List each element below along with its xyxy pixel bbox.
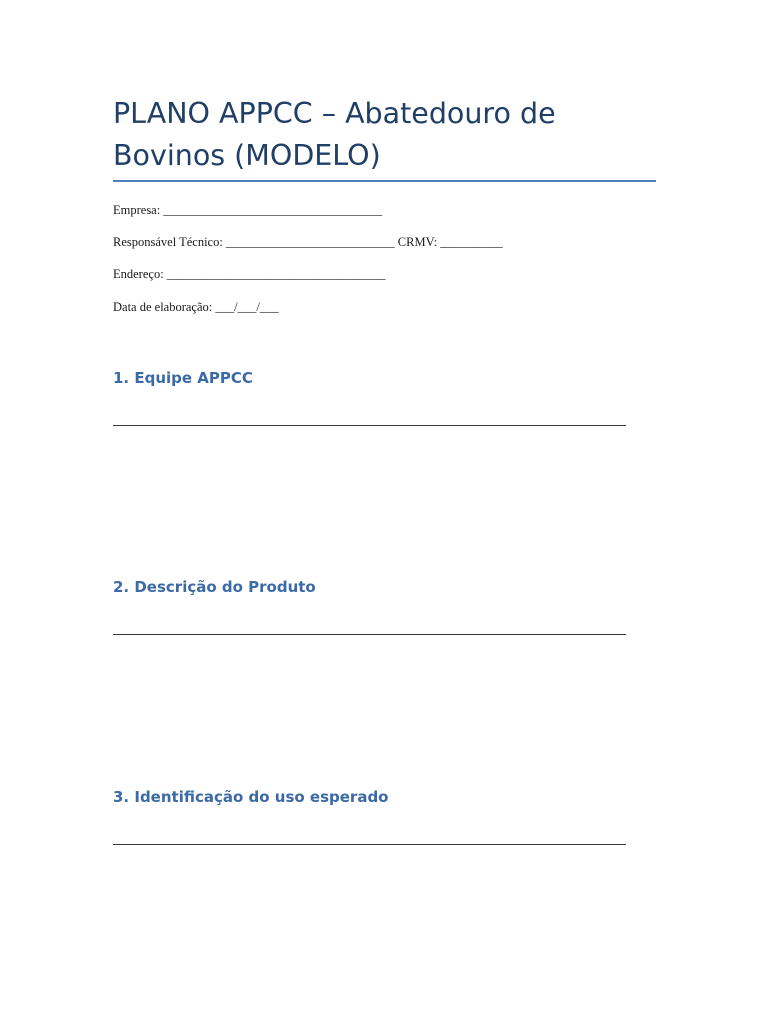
date-field: Data de elaboração: ___/___/___ [113, 300, 279, 314]
address-field: Endereço: ___________________________________ [113, 267, 386, 281]
technical-responsible-field: Responsável Técnico: ___________________________ CRMV: __________ [113, 235, 503, 249]
company-field: Empresa: ___________________________________ [113, 203, 383, 217]
section-answer-line [113, 844, 626, 845]
title-underline [113, 180, 656, 182]
section-heading-intended-use: 3. Identificação do uso esperado [113, 788, 389, 806]
document-title: PLANO APPCC – Abatedouro de Bovinos (MODELO) [113, 97, 556, 172]
section-heading-product: 2. Descrição do Produto [113, 578, 316, 596]
section-heading-team: 1. Equipe APPCC [113, 369, 253, 387]
section-answer-line [113, 634, 626, 635]
section-answer-line [113, 425, 626, 426]
